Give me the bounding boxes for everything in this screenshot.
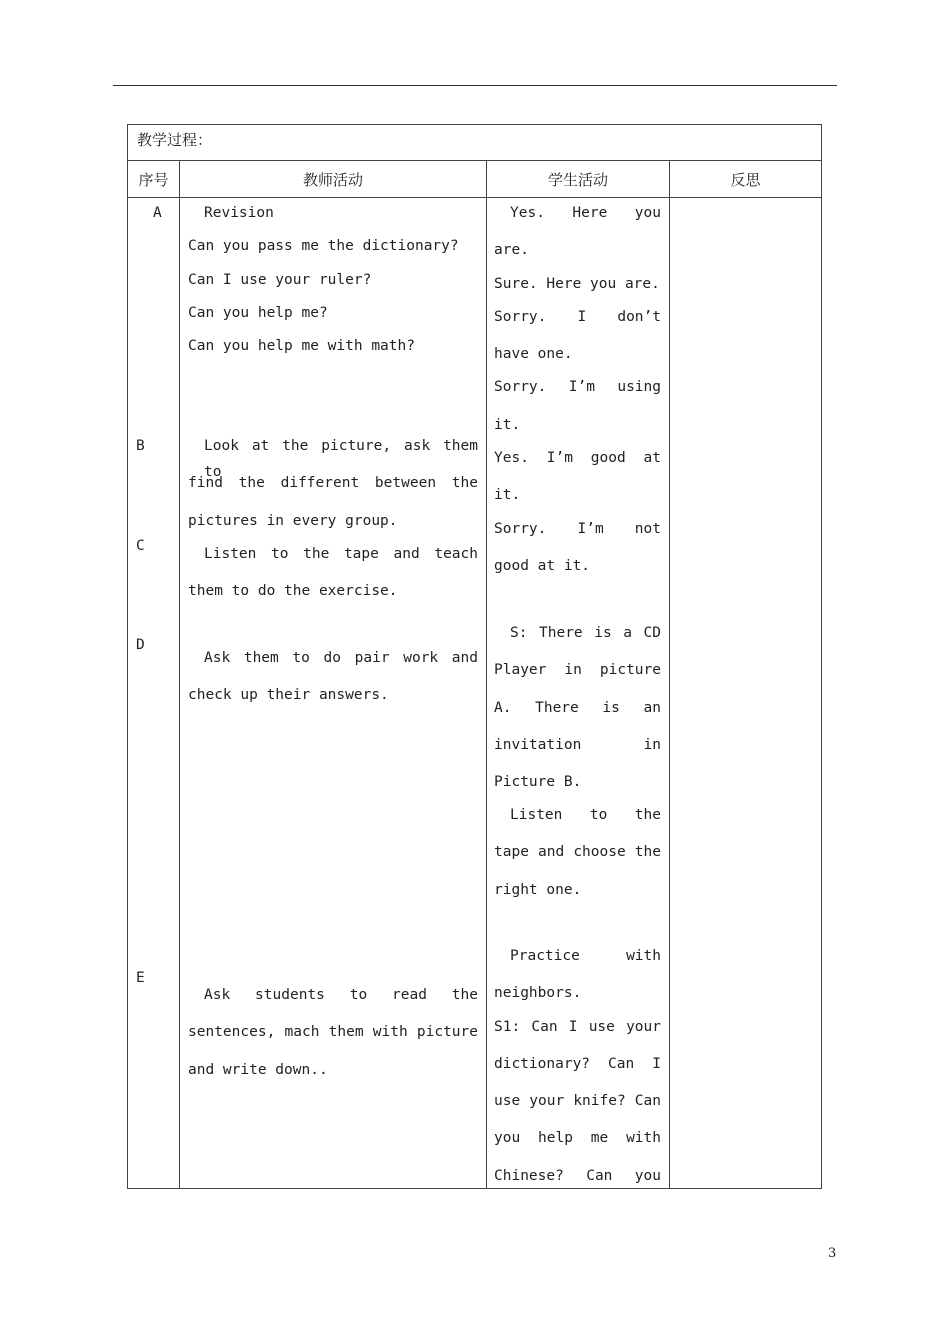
header-rule bbox=[113, 85, 837, 86]
teacher-step-c bbox=[188, 541, 478, 616]
text-line: Practice with bbox=[510, 948, 661, 964]
text-line: Chinese? Can you bbox=[494, 1167, 661, 1184]
text-line: sentences, mach them with picture bbox=[188, 1024, 478, 1041]
step-code-c: C bbox=[136, 538, 145, 554]
teacher-question: Can you help me? bbox=[188, 304, 328, 321]
text-line: pictures in every group. bbox=[188, 512, 398, 529]
text-line: good at it. bbox=[494, 557, 591, 574]
teacher-revision-label: Revision bbox=[204, 205, 274, 221]
teacher-revision-block bbox=[188, 200, 478, 366]
text-line: it. bbox=[494, 416, 521, 433]
step-code-a: A bbox=[153, 205, 162, 221]
text-line: are. bbox=[494, 242, 529, 259]
number-column bbox=[128, 198, 180, 1188]
text-line: Ask them to do pair work and bbox=[204, 650, 478, 666]
text-line: Picture B. bbox=[494, 774, 582, 791]
text-line: Sure. Here you are. bbox=[494, 275, 660, 292]
text-line: find the different between the bbox=[188, 475, 478, 492]
text-line: Player in picture bbox=[494, 662, 661, 679]
text-line: Ask students to read the bbox=[204, 987, 478, 1003]
text-line: use your knife? Can bbox=[494, 1093, 661, 1110]
table-header-row bbox=[128, 161, 821, 198]
teacher-question: Can you help me with math? bbox=[188, 338, 415, 355]
student-activity-column bbox=[487, 198, 670, 1188]
step-code-d: D bbox=[136, 637, 145, 653]
text-line: Sorry. I don’t bbox=[494, 308, 661, 325]
text-line: Yes. I’m good at bbox=[494, 450, 661, 467]
text-line: right one. bbox=[494, 881, 582, 898]
table-title: 教学过程： bbox=[128, 125, 821, 161]
teacher-question: Can you pass me the dictionary? bbox=[188, 238, 459, 255]
text-line: A. There is an bbox=[494, 699, 661, 716]
text-line: S: There is a CD bbox=[510, 625, 661, 641]
text-line: tape and choose the bbox=[494, 844, 661, 861]
teacher-step-e bbox=[188, 982, 478, 1094]
text-line: Listen to the bbox=[510, 807, 661, 823]
text-line: Sorry. I’m using bbox=[494, 379, 661, 396]
text-line: you help me with bbox=[494, 1130, 661, 1147]
text-line: it. bbox=[494, 487, 521, 504]
table-body-row bbox=[128, 198, 821, 1188]
text-line: neighbors. bbox=[494, 985, 582, 1002]
step-code-b: B bbox=[136, 438, 145, 454]
student-step-a bbox=[494, 200, 661, 586]
text-line: S1: Can I use your bbox=[494, 1018, 661, 1035]
text-line: Look at the picture, ask them to bbox=[204, 438, 478, 480]
student-step-e bbox=[494, 943, 661, 1200]
text-line: invitation in bbox=[494, 736, 661, 753]
header-teacher-activity: 教师活动 bbox=[180, 161, 487, 197]
reflection-column bbox=[670, 198, 821, 1188]
text-line: Sorry. I’m not bbox=[494, 520, 661, 537]
text-line: Listen to the tape and teach bbox=[204, 546, 478, 562]
teacher-activity-column bbox=[180, 198, 487, 1188]
page-number: 3 bbox=[828, 1246, 837, 1261]
teacher-step-b bbox=[188, 433, 478, 541]
text-line: check up their answers. bbox=[188, 687, 389, 704]
text-line: have one. bbox=[494, 346, 573, 363]
text-line: dictionary? Can I bbox=[494, 1055, 661, 1072]
teacher-step-d bbox=[188, 645, 478, 720]
text-line: them to do the exercise. bbox=[188, 583, 398, 600]
text-line: and write down.. bbox=[188, 1061, 328, 1078]
teacher-question: Can I use your ruler? bbox=[188, 271, 372, 288]
step-code-e: E bbox=[136, 970, 145, 986]
student-step-c bbox=[494, 802, 661, 914]
header-number: 序号 bbox=[128, 161, 180, 197]
header-student-activity: 学生活动 bbox=[487, 161, 670, 197]
text-line: Yes. Here you bbox=[510, 205, 661, 221]
teaching-process-table bbox=[127, 124, 822, 1189]
student-step-b bbox=[494, 620, 661, 802]
header-reflection: 反思 bbox=[730, 170, 761, 189]
